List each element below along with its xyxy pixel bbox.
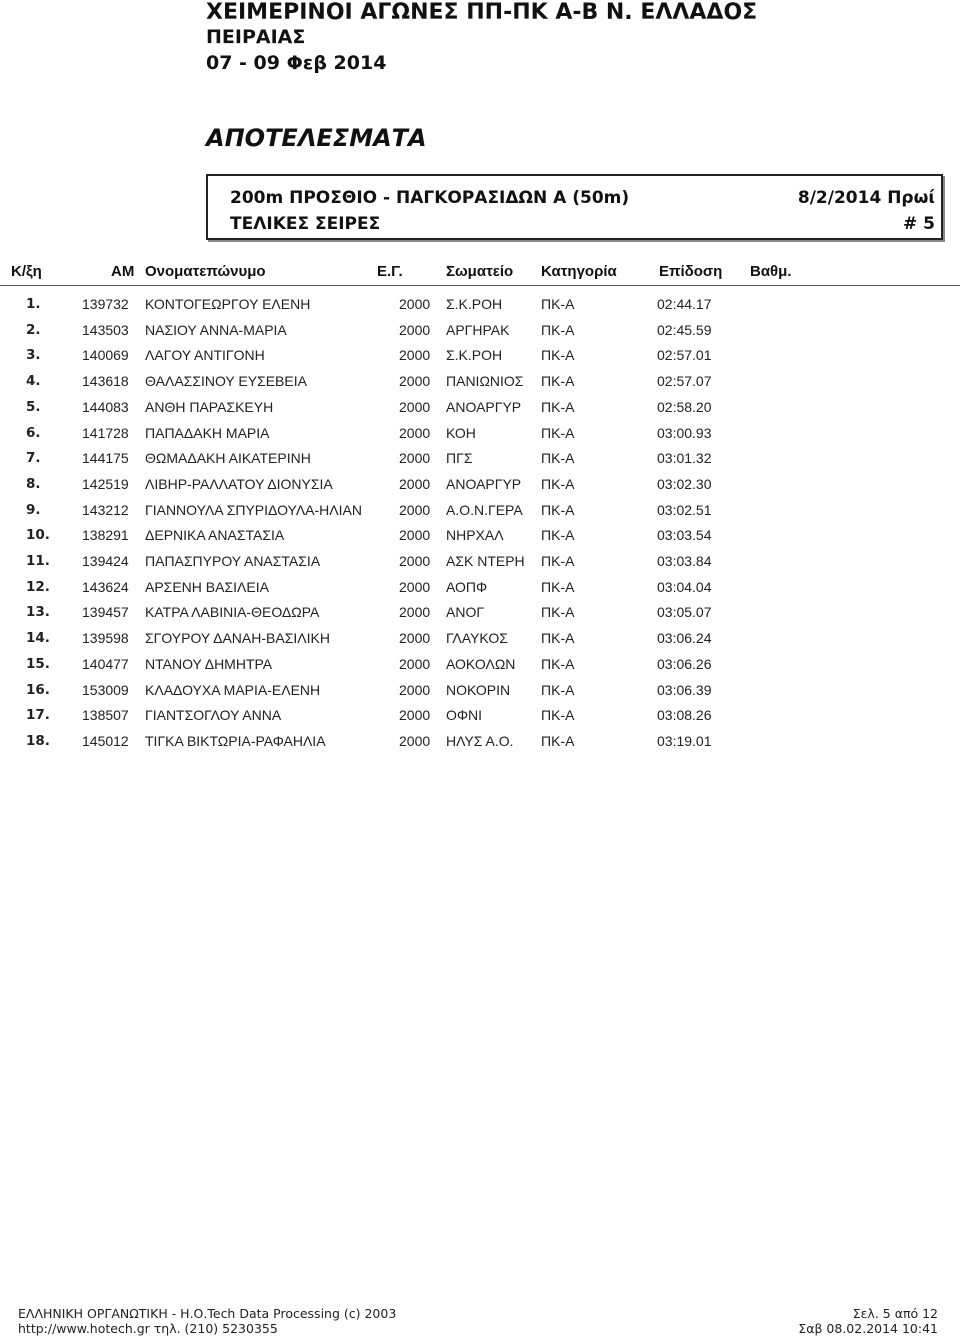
event-date-session: 8/2/2014 Πρωί: [797, 188, 935, 208]
header-divider: [0, 285, 960, 286]
cell-am: 144083: [82, 398, 129, 415]
column-header-rank: Κ/ξη: [11, 263, 42, 280]
cell-time: 02:57.01: [657, 347, 712, 364]
event-info-box: [206, 174, 943, 240]
cell-am: 143503: [82, 321, 129, 338]
table-row: [0, 347, 960, 373]
cell-rank: 17.: [26, 707, 50, 724]
cell-name: ΘΩΜΑΔΑΚΗ ΑΙΚΑΤΕΡΙΝΗ: [145, 450, 311, 467]
cell-category: ΠΚ-Α: [541, 373, 575, 390]
event-name: 200m ΠΡΟΣΘΙΟ - ΠΑΓΚΟΡΑΣΙΔΩΝ Α (50m): [230, 188, 630, 208]
cell-year: 2000: [399, 424, 431, 441]
cell-name: ΚΑΤΡΑ ΛΑΒΙΝΙΑ-ΘΕΟΔΩΡΑ: [145, 604, 320, 621]
cell-rank: 9.: [26, 501, 41, 518]
column-header-points: Βαθμ.: [750, 263, 792, 280]
cell-category: ΠΚ-Α: [541, 578, 575, 595]
cell-time: 03:04.04: [657, 578, 712, 595]
table-row: [0, 425, 960, 451]
cell-am: 139598: [82, 630, 129, 647]
cell-time: 02:57.07: [657, 373, 712, 390]
cell-year: 2000: [399, 475, 431, 492]
cell-club: ΗΛΥΣ Α.Ο.: [446, 732, 514, 749]
cell-time: 02:58.20: [657, 398, 712, 415]
table-row: [0, 553, 960, 579]
table-row: [0, 476, 960, 502]
table-row: [0, 579, 960, 605]
cell-category: ΠΚ-Α: [541, 681, 575, 698]
cell-rank: 5.: [26, 398, 41, 415]
table-row: [0, 296, 960, 322]
cell-time: 03:02.30: [657, 475, 712, 492]
cell-name: ΑΡΣΕΝΗ ΒΑΣΙΛΕΙΑ: [145, 578, 269, 595]
cell-time: 03:03.84: [657, 553, 712, 569]
cell-am: 139457: [82, 604, 129, 621]
cell-category: ΠΚ-Α: [541, 321, 575, 338]
footer-print-date: Σαβ 08.02.2014 10:41: [798, 1321, 938, 1336]
event-number: # 5: [903, 214, 935, 234]
cell-name: ΔΕΡΝΙΚΑ ΑΝΑΣΤΑΣΙΑ: [145, 527, 285, 544]
cell-rank: 10.: [26, 527, 50, 544]
cell-year: 2000: [399, 321, 431, 338]
cell-rank: 4.: [26, 373, 41, 390]
cell-year: 2000: [399, 707, 431, 724]
cell-year: 2000: [399, 296, 431, 312]
cell-am: 140477: [82, 655, 129, 672]
cell-am: 138507: [82, 707, 129, 724]
cell-category: ΠΚ-Α: [541, 630, 575, 647]
cell-time: 03:02.51: [657, 501, 712, 518]
cell-name: ΝΑΣΙΟΥ ΑΝΝΑ-ΜΑΡΙΑ: [145, 321, 287, 338]
cell-club: ΑΝΟΑΡΓΥΡ: [446, 475, 522, 492]
cell-time: 03:06.39: [657, 681, 712, 698]
cell-name: ΛΙΒΗΡ-ΡΑΛΛΑΤΟΥ ΔΙΟΝΥΣΙΑ: [145, 475, 333, 492]
cell-category: ΠΚ-Α: [541, 527, 575, 544]
cell-name: ΝΤΑΝΟΥ ΔΗΜΗΤΡΑ: [145, 655, 273, 672]
cell-time: 02:44.17: [657, 296, 712, 312]
table-row: [0, 373, 960, 399]
cell-year: 2000: [399, 604, 431, 621]
table-row: [0, 707, 960, 733]
cell-am: 138291: [82, 527, 129, 544]
cell-name: ΠΑΠΑΣΠΥΡΟΥ ΑΝΑΣΤΑΣΙΑ: [145, 553, 321, 569]
table-row: [0, 399, 960, 425]
cell-club: ΝΟΚΟΡΙΝ: [446, 681, 511, 698]
cell-rank: 1.: [26, 296, 41, 312]
cell-name: ΣΓΟΥΡΟΥ ΔΑΝΑΗ-ΒΑΣΙΛΙΚΗ: [145, 630, 330, 647]
competition-title: ΧΕΙΜΕΡΙΝΟΙ ΑΓΩΝΕΣ ΠΠ-ΠΚ Α-Β Ν. ΕΛΛΑΔΟΣ: [206, 0, 758, 25]
event-round: ΤΕΛΙΚΕΣ ΣΕΙΡΕΣ: [230, 214, 381, 234]
cell-am: 140069: [82, 347, 129, 364]
cell-am: 143618: [82, 373, 129, 390]
cell-category: ΠΚ-Α: [541, 450, 575, 467]
column-header-category: Κατηγορία: [541, 263, 617, 280]
cell-year: 2000: [399, 347, 431, 364]
column-header-name: Ονοματεπώνυμο: [145, 263, 266, 280]
cell-time: 03:06.24: [657, 630, 712, 647]
cell-rank: 11.: [26, 553, 50, 569]
cell-rank: 2.: [26, 321, 41, 338]
cell-category: ΠΚ-Α: [541, 475, 575, 492]
column-header-time: Επίδοση: [659, 263, 723, 280]
results-heading: ΑΠΟΤΕΛΕΣΜΑΤΑ: [206, 124, 427, 152]
table-row: [0, 527, 960, 553]
cell-category: ΠΚ-Α: [541, 296, 575, 312]
cell-year: 2000: [399, 732, 431, 749]
cell-name: ΚΛΑΔΟΥΧΑ ΜΑΡΙΑ-ΕΛΕΝΗ: [145, 681, 321, 698]
cell-club: ΟΦΝΙ: [446, 707, 483, 724]
cell-year: 2000: [399, 655, 431, 672]
cell-rank: 8.: [26, 475, 41, 492]
cell-am: 153009: [82, 681, 129, 698]
cell-category: ΠΚ-Α: [541, 398, 575, 415]
cell-name: ΓΙΑΝΤΣΟΓΛΟΥ ΑΝΝΑ: [145, 707, 282, 724]
column-header-club: Σωματείο: [446, 263, 514, 280]
cell-name: ΑΝΘΗ ΠΑΡΑΣΚΕΥΗ: [145, 398, 274, 415]
cell-category: ΠΚ-Α: [541, 604, 575, 621]
cell-rank: 3.: [26, 347, 41, 364]
cell-name: ΠΑΠΑΔΑΚΗ ΜΑΡΙΑ: [145, 424, 270, 441]
competition-location: ΠΕΙΡΑΙΑΣ: [206, 26, 306, 48]
cell-am: 143212: [82, 501, 129, 518]
cell-club: Σ.Κ.ΡΟΗ: [446, 347, 503, 364]
cell-name: ΓΙΑΝΝΟΥΛΑ ΣΠΥΡΙΔΟΥΛΑ-ΗΛΙΑΝ: [145, 501, 362, 518]
cell-am: 143624: [82, 578, 129, 595]
footer-contact: http://www.hotech.gr τηλ. (210) 5230355: [18, 1321, 278, 1336]
cell-time: 03:03.54: [657, 527, 712, 544]
cell-time: 03:08.26: [657, 707, 712, 724]
cell-time: 03:01.32: [657, 450, 712, 467]
cell-am: 139424: [82, 553, 129, 569]
cell-year: 2000: [399, 398, 431, 415]
cell-club: ΑΝΟΓ: [446, 604, 485, 621]
table-row: [0, 656, 960, 682]
table-row: [0, 450, 960, 476]
cell-club: ΑΟΠΦ: [446, 578, 488, 595]
cell-club: ΠΑΝΙΩΝΙΟΣ: [446, 373, 524, 390]
cell-rank: 6.: [26, 424, 41, 441]
column-header-year: Ε.Γ.: [377, 263, 403, 280]
cell-rank: 14.: [26, 630, 50, 647]
table-row: [0, 682, 960, 708]
table-row: [0, 322, 960, 348]
cell-year: 2000: [399, 630, 431, 647]
cell-rank: 13.: [26, 604, 50, 621]
table-row: [0, 733, 960, 759]
cell-year: 2000: [399, 578, 431, 595]
cell-name: ΚΟΝΤΟΓΕΩΡΓΟΥ ΕΛΕΝΗ: [145, 296, 311, 312]
cell-category: ΠΚ-Α: [541, 347, 575, 364]
cell-rank: 18.: [26, 732, 50, 749]
cell-club: Α.Ο.Ν.ΓΕΡΑ: [446, 501, 523, 518]
cell-rank: 7.: [26, 450, 41, 467]
competition-dates: 07 - 09 Φεβ 2014: [206, 52, 387, 74]
cell-year: 2000: [399, 553, 431, 569]
table-row: [0, 604, 960, 630]
cell-club: ΓΛΑΥΚΟΣ: [446, 630, 508, 647]
cell-club: ΑΟΚΟΛΩΝ: [446, 655, 516, 672]
cell-time: 03:19.01: [657, 732, 712, 749]
cell-rank: 16.: [26, 681, 50, 698]
cell-am: 145012: [82, 732, 129, 749]
cell-time: 03:00.93: [657, 424, 712, 441]
cell-year: 2000: [399, 527, 431, 544]
cell-category: ΠΚ-Α: [541, 655, 575, 672]
cell-am: 144175: [82, 450, 129, 467]
cell-club: ΠΓΣ: [446, 450, 473, 467]
cell-club: ΑΣΚ ΝΤΕΡΗ: [446, 553, 525, 569]
cell-category: ΠΚ-Α: [541, 501, 575, 518]
cell-club: Σ.Κ.ΡΟΗ: [446, 296, 503, 312]
cell-category: ΠΚ-Α: [541, 424, 575, 441]
footer-page-number: Σελ. 5 από 12: [852, 1306, 938, 1321]
cell-time: 02:45.59: [657, 321, 712, 338]
cell-club: ΑΡΓΗΡΑΚ: [446, 321, 510, 338]
cell-category: ΠΚ-Α: [541, 707, 575, 724]
cell-am: 141728: [82, 424, 129, 441]
cell-time: 03:06.26: [657, 655, 712, 672]
cell-club: ΚΟΗ: [446, 424, 476, 441]
cell-club: ΑΝΟΑΡΓΥΡ: [446, 398, 522, 415]
cell-name: ΘΑΛΑΣΣΙΝΟΥ ΕΥΣΕΒΕΙΑ: [145, 373, 307, 390]
cell-category: ΠΚ-Α: [541, 553, 575, 569]
cell-am: 142519: [82, 475, 129, 492]
table-row: [0, 502, 960, 528]
cell-club: ΝΗΡΧΑΛ: [446, 527, 504, 544]
cell-name: ΤΙΓΚΑ ΒΙΚΤΩΡΙΑ-ΡΑΦΑΗΛΙΑ: [145, 732, 326, 749]
cell-year: 2000: [399, 450, 431, 467]
cell-am: 139732: [82, 296, 129, 312]
cell-year: 2000: [399, 373, 431, 390]
cell-rank: 12.: [26, 578, 50, 595]
cell-year: 2000: [399, 501, 431, 518]
cell-year: 2000: [399, 681, 431, 698]
table-row: [0, 630, 960, 656]
column-header-am: ΑΜ: [111, 263, 135, 280]
cell-name: ΛΑΓΟΥ ΑΝΤΙΓΟΝΗ: [145, 347, 265, 364]
cell-rank: 15.: [26, 655, 50, 672]
footer-credit: ΕΛΛΗΝΙΚΗ ΟΡΓΑΝΩΤΙΚΗ - Η.Ο.Tech Data Processing (c) 2003: [18, 1306, 397, 1321]
cell-category: ΠΚ-Α: [541, 732, 575, 749]
cell-time: 03:05.07: [657, 604, 712, 621]
